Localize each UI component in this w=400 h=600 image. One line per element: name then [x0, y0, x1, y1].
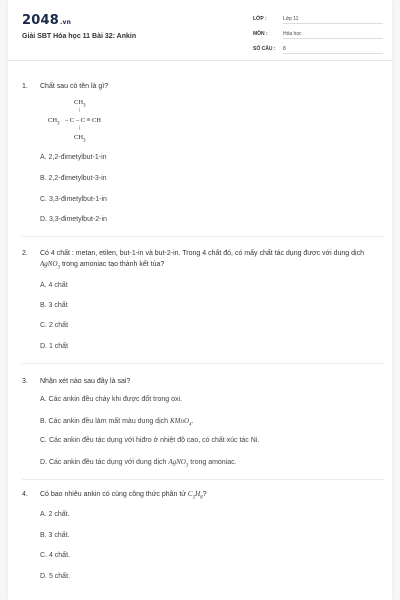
option-c[interactable]: C. 3,3-đimetylbut-1-in	[40, 196, 107, 203]
question-number: 4.	[22, 491, 28, 498]
field-value-subject: Hóa học	[283, 31, 383, 39]
formula-main-chain: – C – C ≡ CH	[65, 117, 101, 124]
question-text: Có bao nhiêu ankin có cùng công thức phân tử $C_5H_8$?	[40, 490, 207, 501]
option-a[interactable]: A. 4 chất	[40, 282, 68, 289]
option-d[interactable]: D. 5 chất.	[40, 573, 70, 580]
formula-left-group: $CH_3$	[48, 117, 60, 127]
option-d[interactable]: D. 3,3-đimetylbut-2-in	[40, 216, 107, 223]
logo-suffix: .vn	[59, 19, 72, 26]
field-value-question-count: 8	[283, 46, 383, 54]
option-c[interactable]: C. 4 chất.	[40, 552, 70, 559]
option-b[interactable]: B. 3 chất.	[40, 532, 70, 539]
option-a[interactable]: A. 2,2-đimetylbut-1-in	[40, 154, 107, 161]
formula-top-group: $CH_3$	[74, 99, 86, 109]
question-2	[22, 248, 384, 272]
divider	[22, 236, 384, 237]
question-number: 3.	[22, 378, 28, 385]
option-b[interactable]: B. Các ankin đều làm mất màu dung dịch KMnO$_4$.	[40, 417, 194, 428]
divider	[22, 479, 384, 480]
option-b[interactable]: B. 2,2-đimetylbut-3-in	[40, 175, 107, 182]
question-text: Có 4 chất : metan, etilen, but-1-in và but-2-in. Trong 4 chất đó, có mấy chất tác dụng được với dung dịch AgNO$_3$ trong amoniac tạo thành kết tủa?	[40, 250, 364, 271]
option-b[interactable]: B. 3 chất	[40, 302, 68, 309]
field-value-class: Lớp 11	[283, 16, 383, 24]
field-label-subject: MÔN :	[253, 31, 268, 37]
site-logo[interactable]	[22, 13, 71, 28]
field-label-class: LỚP :	[253, 16, 267, 22]
option-d[interactable]: D. Các ankin đều tác dụng với dung dịch AgNO$_3$ trong amoniac.	[40, 458, 237, 469]
option-a[interactable]: A. Các ankin đều cháy khi được đốt trong oxi.	[40, 396, 182, 403]
formula-bottom-group: $CH_3$	[74, 134, 86, 144]
field-label-question-count: SỐ CÂU :	[253, 46, 276, 52]
question-number: 1.	[22, 83, 28, 90]
question-text: Nhận xét nào sau đây là sai?	[40, 378, 131, 385]
option-c[interactable]: C. 2 chất	[40, 322, 69, 329]
formula-bond-bottom: |	[79, 126, 81, 131]
logo-text: 2048	[22, 13, 59, 28]
divider	[22, 363, 384, 364]
option-c[interactable]: C. Các ankin đều tác dụng với hiđro ở nhiệt độ cao, có chất xúc tác Ni.	[40, 437, 260, 444]
document-page	[8, 0, 392, 600]
option-a[interactable]: A. 2 chất.	[40, 511, 70, 518]
document-title: Giải SBT Hóa học 11 Bài 32: Ankin	[22, 33, 137, 40]
question-number: 2.	[22, 250, 28, 257]
header	[8, 0, 392, 61]
option-d[interactable]: D. 1 chất	[40, 343, 69, 350]
formula-bond-top: |	[79, 108, 81, 113]
question-text: Chất sau có tên là gì?	[40, 83, 109, 90]
structural-formula	[48, 99, 168, 145]
